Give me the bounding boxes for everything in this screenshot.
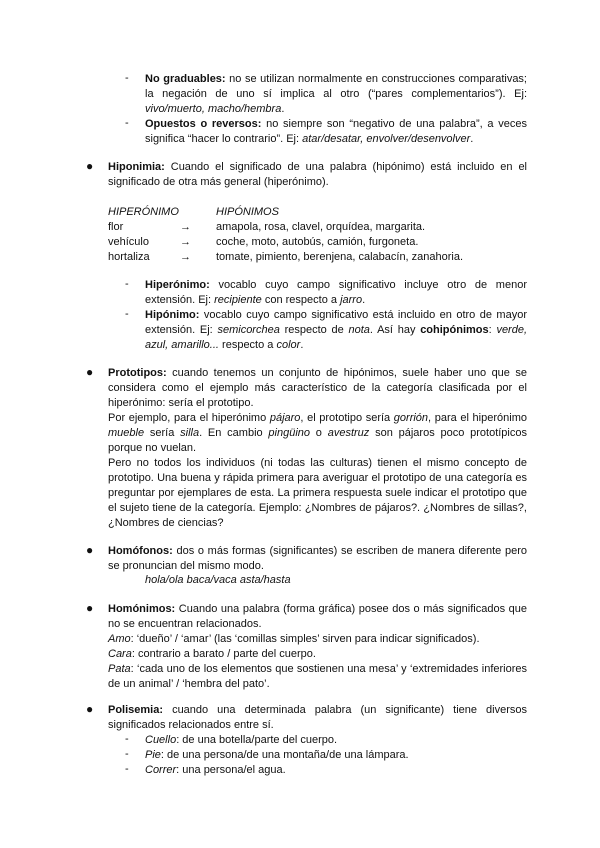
text: : de una botella/parte del cuerpo. — [176, 734, 338, 746]
no-graduables-text: no se utilizan normalmente en construcciones comparativas; la negación de uno sí implica al otro (“pares complementarios”). Ej: — [145, 73, 527, 100]
hiperonimo-term: Hiperónimo: — [145, 279, 210, 291]
example: semicorchea — [217, 324, 280, 336]
word: Cara — [108, 648, 132, 660]
text: con respecto a — [261, 294, 341, 306]
bullet-icon: ● — [86, 159, 94, 173]
header-hiperonimo: HIPERÓNIMO — [108, 206, 179, 218]
arrow-icon: → — [180, 251, 191, 263]
example: baca/vaca — [186, 574, 237, 586]
example: verde, azul, amarillo... — [145, 324, 528, 351]
text: respecto a — [218, 339, 277, 351]
list-item — [125, 733, 527, 748]
example: gorrión — [393, 412, 429, 424]
hiperonimo-item — [125, 278, 527, 308]
hiponimia-text: Cuando el significado de una palabra (hipónimo) está incluido en el significado de otra más general (hiperónimo). — [108, 161, 527, 188]
punct: . — [300, 339, 304, 351]
example: asta/hasta — [239, 574, 291, 586]
cohiponimos-term: cohipónimos — [420, 324, 489, 336]
prototipos-p3: Pero no todos los individuos (ni todas las culturas) tienen el mismo concepto de prototipo. Una buena y rápida primera para averiguar el prototipo de una categoría es preguntar por ejemplares de esta. La primera respuesta suele indicar el prototipo que el sujeto tiene de la categoría. Ejemplo: ¿Nombres de pájaros?. ¿Nombres de sillas?, ¿Nombres de ciencias? — [108, 457, 527, 529]
text: vocablo cuyo campo significativo incluye otro de menor extensión. Ej: — [145, 279, 527, 306]
prototipos-p2 — [108, 411, 527, 456]
text: vocablo cuyo campo significativo está incluido en otro de mayor extensión. Ej: — [145, 309, 527, 336]
hiponimia-term: Hiponimia: — [108, 161, 165, 173]
prototipos-section — [86, 365, 527, 531]
bullet-icon: ● — [86, 702, 94, 716]
header-hiponimos: HIPÓNIMOS — [216, 206, 279, 218]
homonimos-section — [86, 601, 527, 692]
opuestos-item — [125, 117, 527, 147]
hiponimia-section — [86, 159, 527, 190]
example: color — [276, 339, 301, 351]
text: : contrario a barato / parte del cuerpo. — [131, 648, 316, 660]
punct: . — [362, 294, 366, 306]
opuestos-text: no siempre son “negativo de una palabra”, a veces significa “hacer lo contrario”. Ej: — [145, 118, 527, 145]
hypo-cell: amapola, rosa, clavel, orquídea, margarita. — [216, 221, 426, 233]
homonimos-text: Cuando una palabra (forma gráfica) posee dos o más significados que no se encuentran relacionados. — [108, 603, 527, 630]
example: nota — [348, 324, 370, 336]
prototipos-p1: cuando tenemos un conjunto de hipónimos, suele haber uno que se considera como el ejemplo más característico de la categoría clasificada por el hiperónimo: sería el prototipo. — [108, 367, 527, 409]
text: , el prototipo sería — [300, 412, 394, 424]
hiponimo-term: Hipónimo: — [145, 309, 200, 321]
arrow-icon: → — [180, 221, 191, 233]
text: . Así hay — [369, 324, 421, 336]
opuestos-example: atar/desatar, envolver/desenvolver — [302, 133, 471, 145]
table-row — [108, 250, 527, 265]
dash-marker: - — [125, 308, 129, 320]
word: Pie — [145, 749, 161, 761]
table-row — [108, 235, 527, 250]
homofonos-section — [86, 543, 527, 574]
word: Correr — [145, 764, 177, 776]
pata-line — [108, 662, 527, 692]
no-graduables-example: vivo/muerto, macho/hembra — [145, 103, 282, 115]
text: respecto de — [279, 324, 349, 336]
word: Cuello — [145, 734, 177, 746]
text: : de una persona/de una montaña/de una lámpara. — [160, 749, 409, 761]
homofonos-term: Homófonos: — [108, 545, 173, 557]
homofonos-examples — [145, 573, 291, 588]
word: Amo — [108, 633, 131, 645]
example: pájaro — [269, 412, 301, 424]
prototipos-term: Prototipos: — [108, 367, 167, 379]
polisemia-term: Polisemia: — [108, 704, 164, 716]
example: hola/ola — [145, 574, 184, 586]
hyper-cell: flor — [108, 221, 124, 233]
cara-line — [108, 647, 527, 662]
opuestos-term: Opuestos o reversos: — [145, 118, 262, 130]
text: sería — [144, 427, 181, 439]
homofonos-text: dos o más formas (significantes) se escriben de manera diferente pero se pronuncian del mismo modo. — [108, 545, 527, 572]
hiponimo-item — [125, 308, 528, 353]
example: avestruz — [327, 427, 370, 439]
hyper-cell: vehículo — [108, 236, 149, 248]
punct: . — [281, 103, 285, 115]
amo-line — [108, 632, 527, 647]
table-row — [108, 220, 527, 235]
dash-marker: - — [125, 72, 129, 84]
example: pingüino — [268, 427, 311, 439]
dash-marker: - — [125, 763, 129, 775]
text: Por ejemplo, para el hiperónimo — [108, 412, 270, 424]
dash-marker: - — [125, 117, 129, 129]
text: o — [310, 427, 328, 439]
text: son pájaros poco prototípicos porque no vuelan. — [108, 427, 527, 454]
text: . En cambio — [199, 427, 269, 439]
text: : ‘dueño’ / ‘amar’ (las ‘comillas simples’ sirven para indicar significados). — [130, 633, 480, 645]
dash-marker: - — [125, 733, 129, 745]
bullet-icon: ● — [86, 543, 94, 557]
dash-marker: - — [125, 748, 129, 760]
polisemia-text: cuando una determinada palabra (un significante) tiene diversos significados relacionados entre sí. — [108, 704, 527, 731]
word: Pata — [108, 663, 131, 675]
text: , para el hiperónimo — [428, 412, 527, 424]
dash-marker: - — [125, 278, 129, 290]
text: : ‘cada uno de los elementos que sostienen una mesa’ y ‘extremidades inferiores de un animal’ / ‘hembra del pato’. — [108, 663, 527, 690]
text: : — [488, 324, 497, 336]
hyponym-table — [108, 205, 527, 265]
punct: . — [470, 133, 474, 145]
no-graduables-item — [125, 72, 527, 117]
polisemia-section — [86, 702, 527, 733]
bullet-icon: ● — [86, 365, 94, 379]
example: mueble — [108, 427, 145, 439]
homonimos-term: Homónimos: — [108, 603, 176, 615]
bullet-icon: ● — [86, 601, 94, 615]
example: silla — [180, 427, 200, 439]
table-header — [108, 205, 527, 220]
example: jarro — [340, 294, 363, 306]
no-graduables-term: No graduables: — [145, 73, 226, 85]
list-item — [125, 763, 527, 778]
arrow-icon: → — [180, 236, 191, 248]
text: : una persona/el agua. — [176, 764, 286, 776]
list-item — [125, 748, 527, 763]
hypo-cell: tomate, pimiento, berenjena, calabacín, zanahoria. — [216, 251, 464, 263]
hyper-cell: hortaliza — [108, 251, 150, 263]
hypo-cell: coche, moto, autobús, camión, furgoneta. — [216, 236, 419, 248]
example: recipiente — [214, 294, 262, 306]
